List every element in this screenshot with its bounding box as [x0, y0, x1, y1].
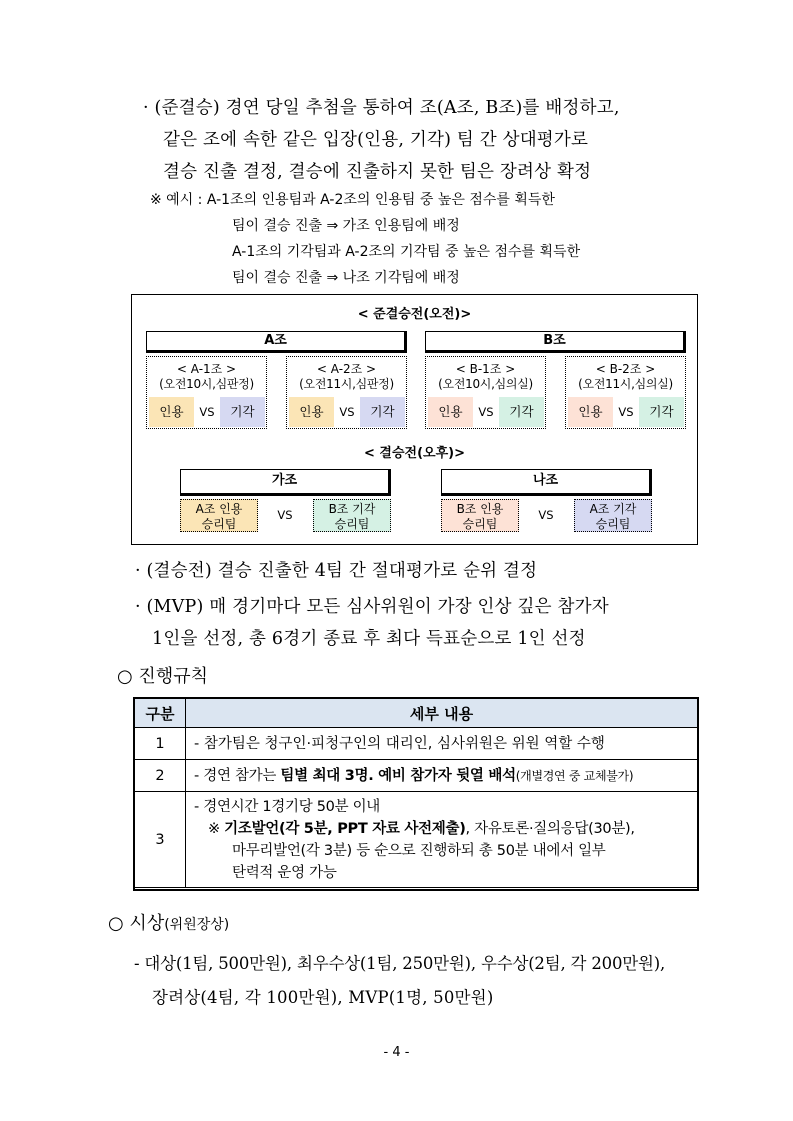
page-number: - 4 -	[383, 1045, 410, 1060]
awards-heading-main: ○ 시상	[108, 913, 165, 934]
gigak-chip: 기각	[220, 397, 265, 427]
col-num-header: 구분	[135, 699, 186, 728]
mvp-bullet-line2: 1인을 선정, 총 6경기 종료 후 최다 득표순으로 1인 선정	[152, 629, 586, 649]
subgroup-a1	[146, 356, 267, 429]
table-header-row	[135, 699, 698, 728]
subgroup-b1	[425, 356, 546, 429]
semifinal-bullet-line2: 같은 조에 속한 같은 입장(인용, 기각) 팀 간 상대평가로	[163, 130, 589, 150]
subgroup-name: < A-1조 >	[176, 362, 237, 376]
example-note-line2: 팀이 결승 진출 ⇒ 가조 인용팀에 배정	[232, 218, 460, 234]
awards-heading-sub: (위원장상)	[164, 917, 230, 933]
b-gigak-winner-chip: B조 기각 승리팀	[313, 499, 391, 532]
row-detail	[186, 760, 698, 792]
vs-label: VS	[618, 405, 634, 419]
subgroup-time: (오전11시,심의실)	[578, 377, 673, 391]
inyong-chip: 인용	[289, 397, 334, 427]
row-detail-small: (개별경연 중 교체불가)	[515, 768, 634, 783]
final-bullet: · (결승전) 결승 진출한 4팀 간 절대평가로 순위 결정	[135, 561, 538, 581]
a-inyong-winner-chip: A조 인용 승리팀	[180, 499, 258, 532]
row-detail-line1: - 경연시간 1경기당 50분 이내	[194, 798, 381, 815]
gigak-chip: 기각	[499, 397, 544, 427]
row-detail-line4: 탄력적 운영 가능	[232, 864, 337, 881]
subgroup-name: < B-1조 >	[455, 362, 516, 376]
semifinal-title: < 준결승전(오전)>	[357, 307, 472, 322]
gigak-chip: 기각	[639, 397, 684, 427]
vs-label: VS	[478, 405, 494, 419]
rules-heading: ○ 진행규칙	[117, 666, 208, 687]
subgroup-time: (오전10시,심판정)	[159, 377, 254, 391]
subgroup-time: (오전11시,심판정)	[299, 377, 394, 391]
vs-label: VS	[339, 405, 355, 419]
subgroup-name: < B-2조 >	[595, 362, 656, 376]
group-b-bar: B조	[425, 331, 686, 353]
row-num: 1	[135, 728, 186, 760]
awards-heading	[108, 909, 229, 940]
a-gigak-winner-chip: A조 기각 승리팀	[574, 499, 652, 532]
inyong-chip: 인용	[568, 397, 613, 427]
inyong-chip: 인용	[428, 397, 473, 427]
table-row	[135, 792, 698, 888]
vs-label: VS	[199, 405, 215, 419]
awards-line2: 장려상(4팀, 각 100만원), MVP(1명, 50만원)	[152, 988, 494, 1007]
gigak-chip: 기각	[360, 397, 405, 427]
row-detail-bold: 기조발언(각 5분, PPT 자료 사전제출)	[224, 820, 466, 837]
subgroup-time: (오전10시,심의실)	[438, 377, 533, 391]
row-detail-bold: 팀별 최대 3명. 예비 참가자 뒷열 배석	[280, 767, 516, 784]
bracket-diagram	[131, 294, 698, 545]
mvp-bullet-line1: · (MVP) 매 경기마다 모든 심사위원이 가장 인상 깊은 참가자	[135, 597, 609, 617]
row-detail-post: , 자유토론·질의응답(30분),	[465, 820, 635, 837]
awards-line1: - 대상(1팀, 500만원), 최우수상(1팀, 250만원), 우수상(2팀, 각 200만원),	[134, 954, 665, 973]
row-detail	[186, 792, 698, 888]
example-note-line4: 팀이 결승 진출 ⇒ 나조 기각팀에 배정	[232, 270, 460, 286]
final-group-name: 나조	[441, 469, 652, 496]
row-num: 3	[135, 792, 186, 888]
reference-mark: ※	[208, 820, 225, 837]
example-note-line1: ※ 예시 : A-1조의 인용팀과 A-2조의 인용팀 중 높은 점수를 획득한	[150, 192, 555, 208]
semifinal-bullet-line3: 결승 진출 결정, 결승에 진출하지 못한 팀은 장려상 확정	[163, 162, 592, 182]
semifinal-bullet-line1: · (준결승) 경연 당일 추첨을 통하여 조(A조, B조)를 배정하고,	[143, 98, 620, 118]
subgroup-name: < A-2조 >	[316, 362, 377, 376]
vs-label: VS	[277, 508, 293, 522]
inyong-chip: 인용	[149, 397, 194, 427]
row-num: 2	[135, 760, 186, 792]
final-group-ga	[180, 469, 391, 531]
row-detail: - 참가팀은 청구인·피청구인의 대리인, 심사위원은 위원 역할 수행	[186, 728, 698, 760]
row-detail-line3: 마무리발언(각 3분) 등 순으로 진행하되 총 50분 내에서 일부	[232, 842, 606, 859]
final-group-name: 가조	[180, 469, 391, 496]
example-note-line3: A-1조의 기각팀과 A-2조의 기각팀 중 높은 점수를 획득한	[232, 244, 581, 260]
row-detail-line2	[194, 818, 689, 840]
table-row	[135, 760, 698, 792]
group-a-bar: A조	[146, 331, 407, 353]
final-group-na	[441, 469, 652, 531]
final-title: < 결승전(오후)>	[364, 446, 465, 461]
subgroup-b2	[565, 356, 686, 429]
table-row	[135, 728, 698, 760]
subgroup-a2	[286, 356, 407, 429]
vs-label: VS	[538, 508, 554, 522]
rules-table	[134, 698, 698, 888]
row-detail-pre: - 경연 참가는	[194, 767, 281, 784]
col-detail-header: 세부 내용	[186, 699, 698, 728]
b-inyong-winner-chip: B조 인용 승리팀	[441, 499, 519, 532]
